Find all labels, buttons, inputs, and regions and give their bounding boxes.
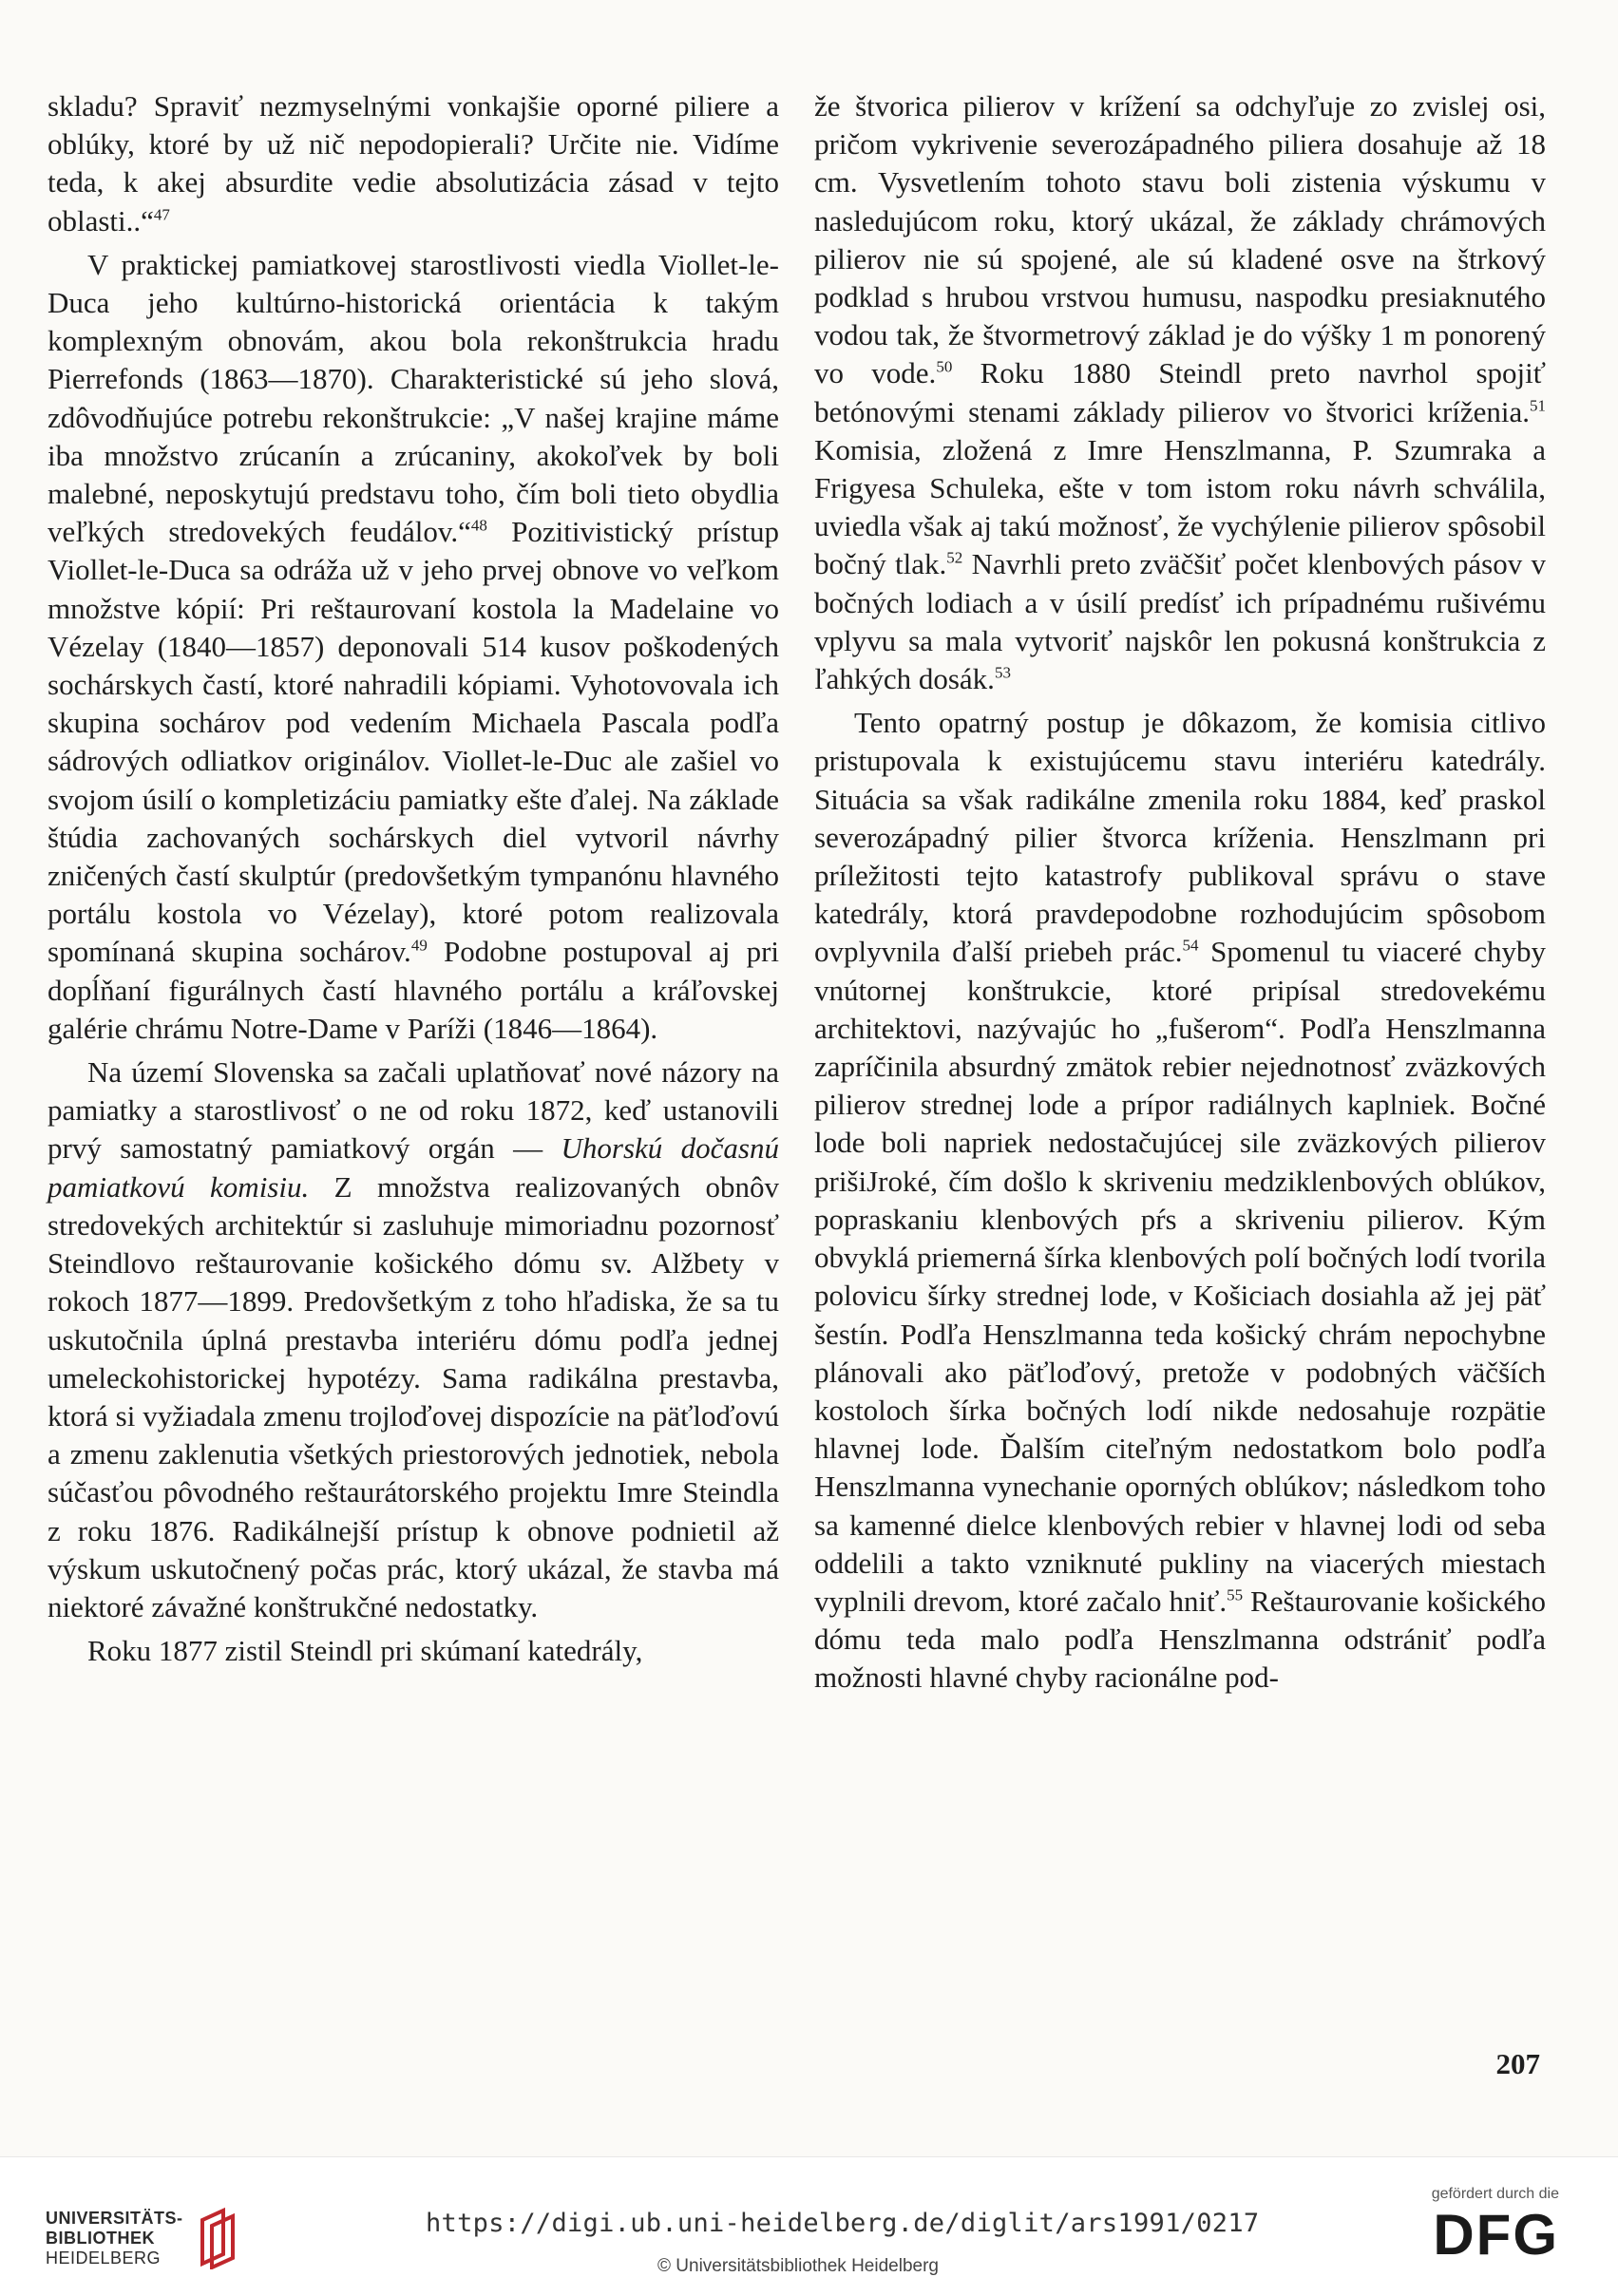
italic-text: Uhorskú dočasnú pamiatkovú komisiu. [48, 1131, 779, 1204]
footnote-ref: 47 [153, 205, 170, 224]
library-name-line: UNIVERSITÄTS- [46, 2208, 183, 2228]
page-number: 207 [1495, 2047, 1540, 2080]
dfg-logo[interactable] [1431, 2186, 1559, 2267]
paragraph [48, 1632, 779, 1670]
footnote-ref: 50 [936, 358, 953, 377]
left-column [48, 87, 779, 1670]
paragraph-text: Navrhli preto zväčšiť počet klenbových pásov v bočných lodiach a v úsilí predísť ich prípadnému rušivému vplyvu sa mala vytvoriť najskôr len pokusná konštrukcia z ľahkých dosák. [814, 547, 1546, 696]
library-emblem-icon [197, 2207, 238, 2269]
footnote-ref: 55 [1227, 1585, 1244, 1604]
dfg-caption: gefördert durch die [1431, 2186, 1559, 2202]
footnote-ref: 53 [994, 663, 1011, 682]
paragraph-text: Spomenul tu viaceré chyby vnútornej konštrukcie, ktoré pripísal stredovekému architektovi, nazývajúc ho „fušerom“. Podľa Henszlmanna zapríčinila absurdný zmätok rebier nejednotnosť zväzkových pilierov strednej lode a prípor radiálnych kaplniek. Bočné lode boli napriek nedostačujúcej sile zväzkových pilierov prišiJroké, čím došlo k skriveniu medziklenbových oblúkov, popraskaniu klenbových pŕs a skriveniu pilierov. Kým obvyklá priemerná šírka klenbových polí bočných lodí tvorila polovicu šírky strednej lode, v Košiciach dosiahla až jej päť šestín. Podľa Henszlmanna teda košický chrám nepochybne plánovali ako päťloďový, pretože v podobných väčších kostoloch šírka bočných lodí nikde nedosahuje rozpätie hlavnej lode. Ďalším citeľným nedostatkom bolo podľa Henszlmanna vynechanie oporných oblúkov; následkom toho sa kamenné dielce klenbových rebier v hlavnej lodi od seba oddelili a takto vzniknuté pukliny na viacerých miestach vyplnili drevom, ktoré začalo hniť. [814, 935, 1546, 1618]
paragraph-text: Pozitivistický prístup Viollet-le-Duca sa odráža už v jeho prvej obnove vo veľkom množstve kópií: Pri reštaurovaní kostola la Madelaine vo Vézelay (1840—1857) deponovali 514 kusov poškodených sochárskych častí, ktoré nahradili kópiami. Vyhotovovala ich skupina sochárov pod vedením Michaela Pascala podľa sádrových odliatkov originálov. Viollet-le-Duc ale zašiel vo svojom úsilí o kompletizáciu pamiatky ešte ďalej. Na základe štúdia zachovaných sochárskych diel vytvoril návrhy zničených častí skulptúr (predovšetkým tympanónu hlavného portálu kostola vo Vézelay), ktoré potom realizovala spomínaná skupina sochárov. [48, 515, 779, 969]
dfg-wordmark: DFG [1433, 2203, 1559, 2267]
library-name-line: HEIDELBERG [46, 2248, 162, 2268]
paragraph [48, 87, 779, 240]
paragraph-text: Roku 1880 Steindl preto navrhol spojiť betónovými stenami základy pilierov vo štvorici kríženia. [814, 356, 1546, 428]
paragraph-text: V praktickej pamiatkovej starostlivosti viedla Viollet-le-Duca jeho kultúrno-historická orientácia k takým komplexným obnovám, akou bola rekonštrukcia hradu Pierrefonds (1863—1870). Charakteristické sú jeho slová, zdôvodňujúce potrebu rekonštrukcie: „V našej krajine máme iba množstvo zrúcanín a zrúcaniny, akokoľvek by boli malebné, neposkytujú predstavu toho, čím boli tieto obydlia veľkých stredovekých feudálov.“ [48, 247, 779, 549]
paragraph-text: Z množstva realizovaných obnôv stredovekých architektúr si zasluhuje mimoriadnu pozornosť Steindlovo reštaurovanie košického dómu sv. Alžbety v rokoch 1877—1899. Predovšetkým z toho hľadiska, že sa tu uskutočnila úplná prestavba interiéru dómu podľa jednej umeleckohistorickej hypotézy. Sama radikálna prestavba, ktorá si vyžiadala zmenu trojloďovej dispozície na päťloďovú a zmenu zaklenutia všetkých priestorových jednotiek, nebola súčasťou pôvodného reštaurátorského projektu Imre Steindla z roku 1876. Radikálnejší prístup k obnove podnietil až výskum uskutočnený počas prác, ktorý ukázal, že stavba má niektoré závažné konštrukčné nedostatky. [48, 1169, 779, 1623]
copyright-notice: © Universitätsbibliothek Heidelberg [657, 2256, 939, 2276]
paragraph-text: Tento opatrný postup je dôkazom, že komisia citlivo pristupovala k existujúcemu stavu interiéru katedrály. Situácia sa však radikálne zmenila roku 1884, keď praskol severozápadný pilier štvorca kríženia. Henszlmann pri príležitosti tejto katastrofy publikoval správu o stave katedrály, ktorá pravdepodobne rozhodujúcim spôsobom ovplyvnila ďalší priebeh prác. [814, 706, 1546, 969]
footnote-ref: 51 [1530, 396, 1546, 415]
paragraph-text: skladu? Spraviť nezmyselnými vonkajšie oporné piliere a oblúky, ktoré by už nič nepodopierali? Určite nie. Vidíme teda, k akej absurdite vedie absolutizácia zásad v tejto oblasti..“ [48, 89, 779, 237]
viewer-footer [0, 2156, 1618, 2296]
library-name [46, 2209, 183, 2268]
paragraph-text: Reštaurovanie košického dómu teda malo podľa Henszlmanna odstrániť podľa možnosti hlavné chyby racionálne pod- [814, 1584, 1546, 1695]
library-name-line: BIBLIOTHEK [46, 2228, 155, 2248]
paragraph-text: Roku 1877 zistil Steindl pri skúmaní katedrály, [87, 1634, 643, 1668]
paragraph [814, 87, 1546, 698]
paragraph [48, 1053, 779, 1626]
paragraph [48, 246, 779, 1048]
footnote-ref: 52 [946, 549, 963, 568]
paragraph-text: Komisia, zložená z Imre Henszlmanna, P. Szumraka a Frigyesa Schuleka, ešte v tom istom roku návrh schválila, uviedla však aj takú možnosť, že vychýlenie pilierov spôsobil bočný tlak. [814, 432, 1546, 581]
paragraph-text: že štvorica pilierov v krížení sa odchyľuje zo zvislej osi, pričom vykrivenie severozápadného piliera dosahuje až 18 cm. Vysvetlením tohoto stavu boli zistenia výskumu v nasledujúcom roku, ktorý ukázal, že základy chrámových pilierov nie sú spojené, ale sú kladené osve na štrkový podklad s hrubou vrstvou humusu, naspodku presiaknutého vodou tak, že štvormetrový základ je do výšky 1 m ponorený vo vode. [814, 89, 1546, 390]
paragraph-text: Podobne postupoval aj pri dopĺňaní figurálnych častí hlavného portálu a kráľovskej galérie chrámu Notre-Dame v Paríži (1846—1864). [48, 935, 780, 1045]
paragraph [814, 704, 1546, 1697]
library-logo[interactable] [46, 2207, 238, 2269]
right-column [814, 87, 1546, 1698]
footnote-ref: 54 [1182, 937, 1199, 956]
document-url-link[interactable]: https://digi.ub.uni-heidelberg.de/diglit/ars1991/0217 [426, 2209, 1260, 2238]
paragraph-text: Na území Slovenska sa začali uplatňovať nové názory na pamiatky a starostlivosť o ne od roku 1872, keď ustanovili prvý samostatný pamiatkový orgán — [48, 1055, 779, 1166]
footnote-ref: 48 [470, 516, 487, 535]
footnote-ref: 49 [410, 937, 428, 956]
